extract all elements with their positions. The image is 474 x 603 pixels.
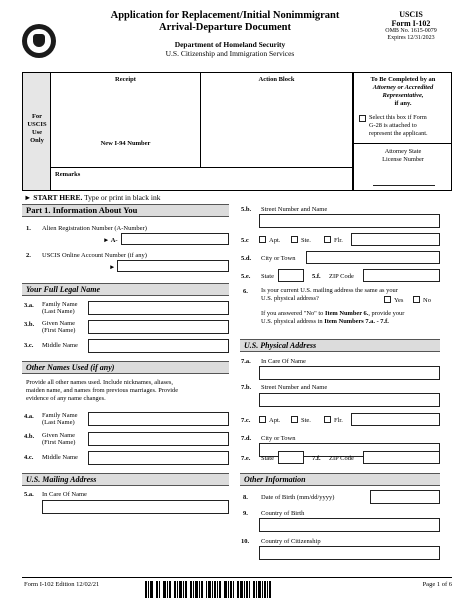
country-of-citizenship-field[interactable] <box>259 546 440 560</box>
physical-street-field[interactable] <box>259 393 440 407</box>
state-license-label: Attorney State License Number <box>382 148 424 163</box>
receipt-label: Receipt <box>115 76 136 83</box>
physical-flr-checkbox[interactable] <box>324 416 331 423</box>
mailing-state-field[interactable] <box>278 269 304 282</box>
mailing-unit-field[interactable] <box>351 233 440 246</box>
mailing-ste-checkbox[interactable] <box>291 236 298 243</box>
action-block-label: Action Block <box>258 76 295 83</box>
other-middle-name-field[interactable] <box>88 451 229 465</box>
page-number: Page 1 of 6 <box>422 581 452 588</box>
physical-state-field[interactable] <box>278 451 304 464</box>
form-title: Application for Replacement/Initial Nonimmigrant Arrival-Departure Document <box>110 10 340 33</box>
barcode-icon <box>145 581 320 598</box>
agency-block: Department of Homeland Security U.S. Citizenship and Immigration Services <box>165 40 295 58</box>
attorney-title: To Be Completed by an Attorney or Accredited Representative, if any. <box>370 76 436 107</box>
online-account-label: USCIS Online Account Number (if any) <box>42 252 147 259</box>
other-given-name-field[interactable] <box>88 432 229 446</box>
g28-text: Select this box if Form G-28 is attached to represent the applicant. <box>369 114 428 137</box>
physical-apt-checkbox[interactable] <box>259 416 266 423</box>
new-i94-label: New I-94 Number <box>100 140 151 147</box>
middle-name-field[interactable] <box>88 339 229 353</box>
dhs-seal-icon <box>22 24 56 58</box>
mailing-zip-field[interactable] <box>363 269 440 282</box>
mailing-street-field[interactable] <box>259 214 440 228</box>
mailing-flr-checkbox[interactable] <box>324 236 331 243</box>
physical-care-of-field[interactable] <box>259 366 440 380</box>
other-family-name-field[interactable] <box>88 412 229 426</box>
a-number-label: Alien Registration Number (A-Number) <box>42 225 147 232</box>
given-name-field[interactable] <box>88 320 229 334</box>
date-of-birth-field[interactable] <box>370 490 440 504</box>
mailing-apt-checkbox[interactable] <box>259 236 266 243</box>
part1-title: Part 1. Information About You <box>26 205 138 215</box>
start-here: ► START HERE. Type or print in black ink <box>24 193 161 202</box>
online-account-field[interactable] <box>117 260 229 272</box>
office-use-label: For USCIS Use Only <box>27 113 47 144</box>
form-edition: Form I-102 Edition 12/02/21 <box>24 581 100 588</box>
physical-ste-checkbox[interactable] <box>291 416 298 423</box>
a-number-field[interactable] <box>121 233 229 245</box>
country-of-birth-field[interactable] <box>259 518 440 532</box>
g28-checkbox[interactable] <box>359 115 366 122</box>
family-name-field[interactable] <box>88 301 229 315</box>
physical-unit-field[interactable] <box>351 413 440 426</box>
physical-zip-field[interactable] <box>363 451 440 464</box>
same-address-yes-checkbox[interactable] <box>384 296 391 303</box>
same-address-no-checkbox[interactable] <box>413 296 420 303</box>
state-license-field[interactable] <box>373 168 435 186</box>
remarks-label: Remarks <box>55 171 81 178</box>
q6-note: If you answered "No" to Item Number 6., provide your U.S. physical address in Item Numbers 7.a. - 7.f. <box>261 310 405 325</box>
mailing-city-field[interactable] <box>306 251 440 264</box>
form-id-block: USCIS Form I-102 OMB No. 1615-0079 Expires 12/31/2023 <box>385 10 437 41</box>
mailing-care-of-field[interactable] <box>42 500 229 514</box>
